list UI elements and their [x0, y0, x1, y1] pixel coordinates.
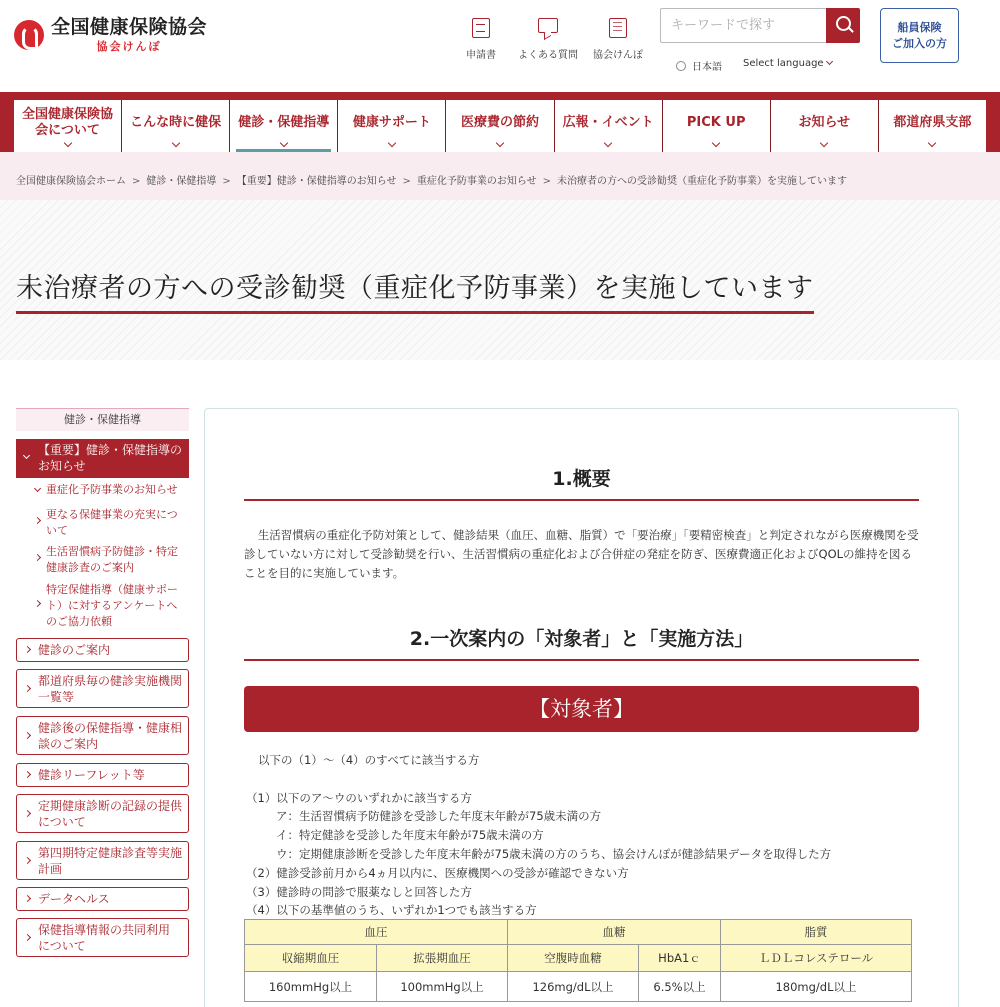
language-select-label: Select language — [743, 58, 824, 69]
criterion-4: （4）以下の基準値のうち、いずれか1つでも該当する方 — [246, 903, 537, 917]
table-header: ＬＤＬコレステロール — [721, 945, 912, 972]
sidebar-item-label: 保健指導情報の共同利用について — [38, 923, 171, 953]
nav-item-health-support[interactable] — [337, 100, 445, 152]
breadcrumb-current: 未治療者の方への受診勧奨（重症化予防事業）を実施しています — [556, 176, 847, 187]
sidebar-item-leaflets[interactable] — [16, 763, 189, 787]
table-group-lipid: 脂質 — [721, 920, 912, 945]
chevron-right-icon — [34, 517, 41, 524]
nav-item-pr-events[interactable] — [554, 100, 662, 152]
chevron-down-icon — [826, 58, 833, 65]
criterion-2: （2）健診受診前月から4ヵ月以内に、医療機関への受診が確認できない方 — [246, 866, 629, 880]
table-cell: 6.5%以上 — [639, 972, 721, 1002]
sidebar-item-checkup-guide[interactable] — [16, 638, 189, 662]
seamen-insurance-label-1: 船員保険 — [897, 21, 942, 34]
sidebar-item-datahealth[interactable] — [16, 887, 189, 911]
speech-bubble-icon — [538, 18, 558, 33]
criterion-1: （1）以下のア～ウのいずれかに該当する方 — [246, 791, 472, 805]
search-input[interactable] — [660, 8, 826, 43]
chevron-down-icon — [23, 452, 30, 459]
sidebar-subitem-label: 特定保健指導（健康サポート）に対するアンケートへのご協力依頼 — [46, 583, 178, 628]
breadcrumb-separator: > — [402, 176, 411, 187]
chevron-down-icon — [388, 139, 396, 147]
global-nav — [0, 92, 1000, 152]
nav-item-checkups[interactable] — [229, 100, 337, 152]
sidebar-item-sharing[interactable] — [16, 918, 189, 957]
nav-item-pickup[interactable] — [662, 100, 770, 152]
chevron-down-icon — [928, 139, 936, 147]
table-header: 空腹時血糖 — [508, 945, 639, 972]
table-group-glucose: 血糖 — [508, 920, 721, 945]
chevron-right-icon — [24, 771, 31, 778]
sidebar-item-label: データヘルス — [38, 892, 110, 906]
nav-label: お知らせ — [798, 115, 851, 130]
sidebar-item-institutions[interactable] — [16, 669, 189, 708]
util-forms-link[interactable] — [446, 18, 516, 61]
table-cell: 100mmHg以上 — [377, 972, 508, 1002]
table-row — [245, 972, 912, 1002]
document-icon — [472, 18, 490, 38]
chevron-right-icon — [24, 895, 31, 902]
nav-label: 健康サポート — [352, 115, 431, 130]
sidebar-subitem-prevention[interactable] — [16, 482, 189, 498]
table-header: 拡張期血圧 — [377, 945, 508, 972]
nav-item-cases[interactable] — [121, 100, 229, 152]
language-select[interactable] — [743, 58, 832, 69]
sidebar-item-label: 定期健康診断の記録の提供について — [38, 799, 183, 829]
globe-icon — [676, 61, 686, 71]
sidebar-subitem-label: 更なる保健事業の充実について — [46, 508, 178, 537]
criterion-1b: イ：特定健診を受診した年度末年齢が75歳未満の方 — [276, 828, 544, 842]
language-current-label: 日本語 — [692, 62, 722, 73]
breadcrumb-important[interactable]: 【重要】健診・保健指導のお知らせ — [236, 176, 397, 187]
sidebar-item-label: 第四期特定健康診査等実施計画 — [38, 846, 183, 876]
sidebar-subitem-survey[interactable] — [16, 582, 189, 630]
site-header — [0, 0, 1000, 92]
chevron-down-icon — [171, 139, 179, 147]
overview-text: 生活習慣病の重症化予防対策として、健診結果（血圧、血糖、脂質）で「要治療」「要精密検査」と判定されながら医療機関を受診していない方に対して受診勧奨を行い、生活習慣病の重症化および合併症の発症を防ぎ、医療費適正化およびQOLの維持を図ることを目的に実施しています。 — [244, 528, 919, 580]
sidebar-subitem-label: 生活習慣病予防健診・特定健康診査のご案内 — [46, 545, 178, 574]
nav-item-news[interactable] — [770, 100, 878, 152]
criteria-table — [244, 919, 912, 1002]
nav-item-about[interactable] — [14, 100, 121, 152]
util-about-label: 協会けんぽ — [593, 50, 643, 61]
logo-mark-icon — [14, 20, 44, 50]
sidebar-item-label: 都道府県毎の健診実施機関一覧等 — [38, 674, 183, 704]
seamen-insurance-label-2: ご加入の方 — [892, 37, 947, 50]
target-intro: 以下の（1）～（4）のすべてに該当する方 — [258, 753, 480, 767]
seamen-insurance-button[interactable] — [880, 8, 959, 63]
site-logo[interactable] — [14, 16, 207, 54]
table-cell: 180mg/dL以上 — [721, 972, 912, 1002]
logo-title: 全国健康保険協会 — [51, 16, 208, 38]
search-form — [660, 8, 860, 43]
target-heading: 【対象者】 — [244, 686, 919, 732]
chevron-right-icon — [24, 684, 31, 691]
language-current[interactable] — [676, 58, 722, 73]
sidebar-subitem-enhancement[interactable] — [16, 507, 189, 539]
util-forms-label: 申請書 — [466, 50, 496, 61]
util-faq-label: よくある質問 — [518, 50, 578, 61]
sidebar-subitem-checkup-guide[interactable] — [16, 544, 189, 576]
nav-item-branches[interactable] — [878, 100, 986, 152]
sidebar-heading[interactable]: 健診・保健指導 — [16, 408, 189, 431]
sidebar-item-followup[interactable] — [16, 716, 189, 755]
chevron-down-icon — [820, 139, 828, 147]
table-header: 収縮期血圧 — [245, 945, 377, 972]
nav-label: 広報・イベント — [562, 115, 654, 130]
sidebar-item-records[interactable] — [16, 794, 189, 833]
sidebar-item-important[interactable] — [16, 439, 189, 478]
nav-label: 医療費の節約 — [460, 115, 539, 130]
nav-label: 都道府県支部 — [893, 115, 972, 130]
criterion-1a: ア：生活習慣病予防健診を受診した年度末年齢が75歳未満の方 — [276, 809, 602, 823]
nav-label: PICK UP — [686, 115, 746, 130]
chevron-down-icon — [34, 485, 41, 492]
chevron-right-icon — [24, 933, 31, 940]
breadcrumb — [0, 152, 1000, 200]
breadcrumb-checkups[interactable]: 健診・保健指導 — [146, 176, 217, 187]
table-group-bp: 血圧 — [245, 920, 508, 945]
chevron-down-icon — [63, 139, 71, 147]
page-title: 未治療者の方への受診勧奨（重症化予防事業）を実施しています — [16, 266, 814, 314]
table-header: HbA1ｃ — [639, 945, 721, 972]
chevron-right-icon — [34, 554, 41, 561]
building-icon — [609, 18, 627, 38]
sidebar-item-label: 健診のご案内 — [38, 643, 111, 657]
chevron-right-icon — [24, 646, 31, 653]
nav-label: こんな時に健保 — [130, 115, 222, 130]
breadcrumb-separator: > — [222, 176, 231, 187]
breadcrumb-prevention[interactable]: 重症化予防事業のお知らせ — [416, 176, 537, 187]
chevron-down-icon — [712, 139, 720, 147]
section-heading-overview: 1.概要 — [244, 464, 919, 501]
criterion-3: （3）健診時の問診で服薬なしと回答した方 — [246, 885, 472, 899]
logo-subtitle: 協会けんぽ — [96, 40, 162, 53]
chevron-right-icon — [34, 600, 41, 607]
search-button[interactable] — [826, 8, 860, 43]
section-heading-method: 2.一次案内の「対象者」と「実施方法」 — [244, 624, 919, 661]
chevron-right-icon — [24, 731, 31, 738]
table-cell: 160mmHg以上 — [245, 972, 377, 1002]
breadcrumb-separator: > — [132, 176, 141, 187]
chevron-right-icon — [24, 809, 31, 816]
chevron-right-icon — [24, 856, 31, 863]
sidebar-item-plan[interactable] — [16, 841, 189, 880]
sidebar-item-label: 【重要】健診・保健指導のお知らせ — [38, 443, 183, 473]
criterion-1c: ウ：定期健康診断を受診した年度末年齢が75歳未満の方のうち、協会けんぽが健診結果データを取得した方 — [276, 847, 832, 861]
util-about-link[interactable] — [583, 18, 653, 61]
table-cell: 126mg/dL以上 — [508, 972, 639, 1002]
breadcrumb-separator: > — [542, 176, 551, 187]
chevron-down-icon — [280, 139, 288, 147]
sidebar-item-label: 健診後の保健指導・健康相談のご案内 — [38, 721, 183, 751]
nav-label: 全国健康保険協会について — [22, 107, 114, 138]
nav-label: 健診・保健指導 — [238, 115, 330, 130]
util-faq-link[interactable] — [512, 18, 584, 61]
breadcrumb-home[interactable]: 全国健康保険協会ホーム — [16, 176, 126, 187]
nav-item-savings[interactable] — [445, 100, 553, 152]
chevron-down-icon — [496, 139, 504, 147]
sidebar-item-label: 健診リーフレット等 — [38, 768, 145, 782]
sidebar-subitem-label: 重症化予防事業のお知らせ — [46, 483, 178, 496]
chevron-down-icon — [604, 139, 612, 147]
